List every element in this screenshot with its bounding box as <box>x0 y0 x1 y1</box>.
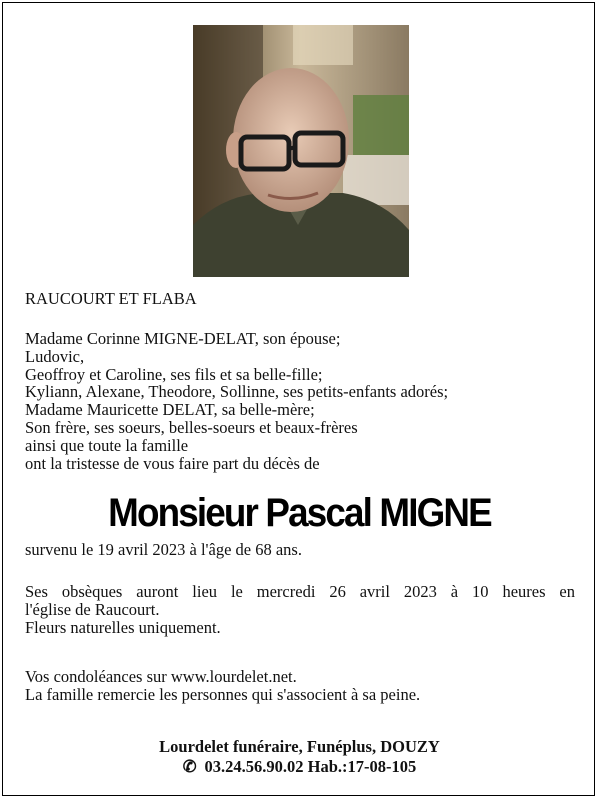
funeral-home: Lourdelet funéraire, Funéplus, DOUZY <box>159 737 440 756</box>
family-line: Geoffroy et Caroline, ses fils et sa belle-fille; <box>25 364 323 384</box>
condolences-line: Vos condoléances sur www.lourdelet.net. <box>25 667 297 686</box>
death-info: survenu le 19 avril 2023 à l'âge de 68 ans. <box>25 540 302 559</box>
family-line: Ludovic, <box>25 346 85 366</box>
funeral-line: Fleurs naturelles uniquement. <box>25 617 221 637</box>
thanks-line: La famille remercie les personnes qui s'associent à sa peine. <box>25 684 421 704</box>
phone-icon: ✆ <box>182 757 197 776</box>
deceased-name: Monsieur Pascal MIGNE <box>108 491 491 535</box>
funeral-line: l'église de Raucourt. <box>25 599 160 619</box>
funeral-details <box>25 583 575 636</box>
funeral-home-phone <box>0 757 599 776</box>
location: RAUCOURT ET FLABA <box>25 289 197 308</box>
family-line: Son frère, ses soeurs, belles-soeurs et beaux-frères <box>25 417 358 437</box>
family-list <box>25 330 575 472</box>
family-line: ainsi que toute la famille <box>25 435 189 455</box>
funeral-line: Ses obsèques auront lieu le mercredi 26 avril 2023 à 10 heures en <box>25 582 575 601</box>
phone-number: 03.24.56.90.02 Hab.:17-08-105 <box>204 757 417 776</box>
family-line: ont la tristesse de vous faire part du décès de <box>25 453 320 473</box>
portrait-photo <box>193 25 409 277</box>
family-line: Kyliann, Alexane, Theodore, Sollinne, ses petits-enfants adorés; <box>25 382 449 402</box>
family-line: Madame Corinne MIGNE-DELAT, son épouse; <box>25 329 341 348</box>
condolences <box>25 668 575 704</box>
family-line: Madame Mauricette DELAT, sa belle-mère; <box>25 400 315 420</box>
